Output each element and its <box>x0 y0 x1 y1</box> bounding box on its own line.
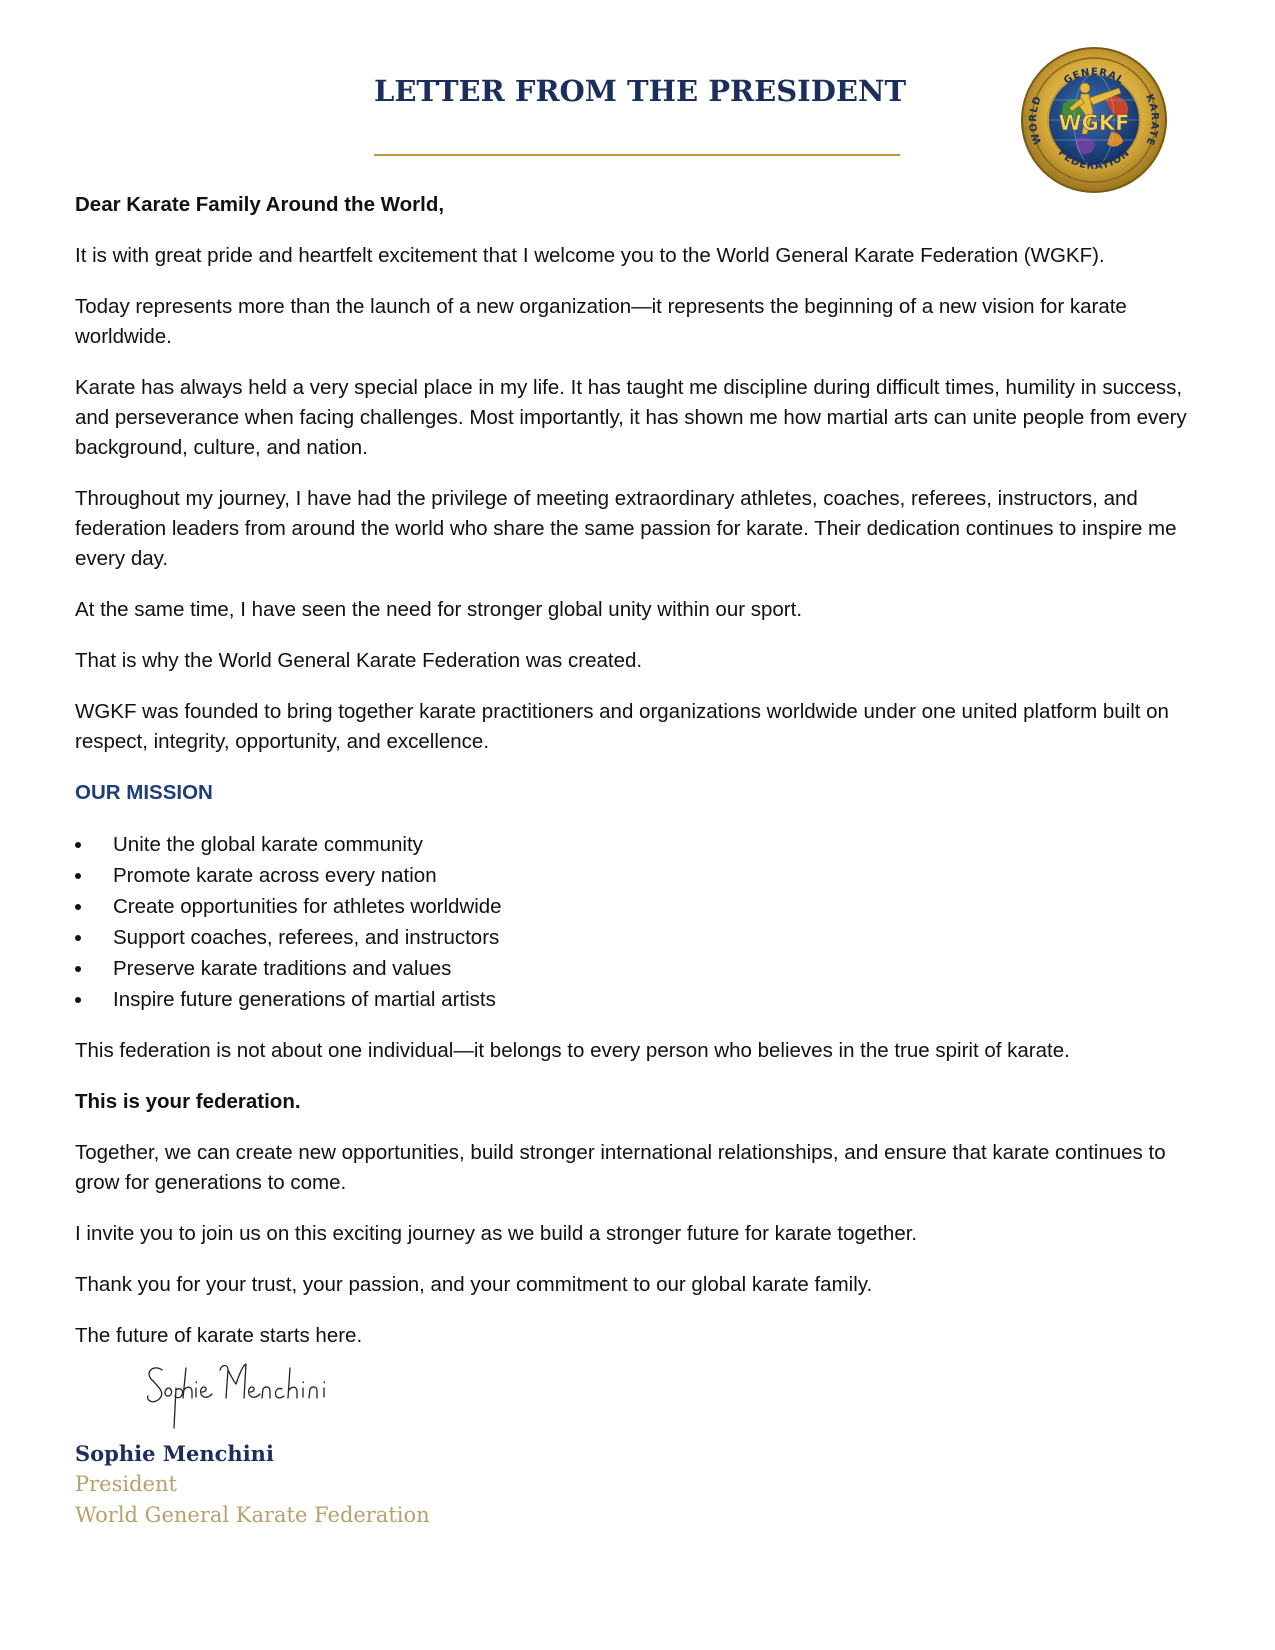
signer-title: President <box>75 1472 177 1496</box>
paragraph-your-federation: This is your federation. <box>75 1090 301 1113</box>
paragraph-journey: Throughout my journey, I have had the privilege of meeting extraordinary athletes, coaches, referees, instructors, and federation leaders from around the world who share the same passion for karate. Their dedication continues to inspire me every day. <box>75 487 1177 570</box>
paragraph-global-unity: At the same time, I have seen the need for stronger global unity within our sport. <box>75 598 803 621</box>
svg-text:GENERAL: GENERAL <box>1062 66 1126 87</box>
signer-organization: World General Karate Federation <box>75 1503 430 1527</box>
bullet-icon <box>75 873 81 879</box>
paragraph-vision: Today represents more than the launch of a new organization—it represents the beginning of a new vision for karate worldwide. <box>75 295 1127 348</box>
mission-item: Inspire future generations of martial artists <box>75 984 1210 1015</box>
paragraph-not-individual: This federation is not about one individual—it belongs to every person who believes in the true spirit of karate. <box>75 1039 1070 1062</box>
bullet-icon <box>75 935 81 941</box>
svg-text:KARATE: KARATE <box>1143 92 1161 148</box>
letter-body <box>75 190 1210 1372</box>
bullet-icon <box>75 842 81 848</box>
letter-greeting: Dear Karate Family Around the World, <box>75 193 445 216</box>
signer-name: Sophie Menchini <box>75 1441 274 1466</box>
bullet-icon <box>75 997 81 1003</box>
paragraph-future: The future of karate starts here. <box>75 1324 363 1347</box>
bullet-icon <box>75 966 81 972</box>
paragraph-together: Together, we can create new opportunities, build stronger international relationships, and ensure that karate continues to grow for generations to come. <box>75 1141 1166 1194</box>
signature-block <box>75 1438 430 1531</box>
mission-heading: OUR MISSION <box>75 781 213 804</box>
mission-item: Promote karate across every nation <box>75 860 1210 891</box>
mission-item: Support coaches, referees, and instructors <box>75 922 1210 953</box>
paragraph-karate-life: Karate has always held a very special place in my life. It has taught me discipline during difficult times, humility in success, and perseverance when facing challenges. Most importantly, it has shown me how martial arts can unite people from every background, culture, and nation. <box>75 376 1187 459</box>
paragraph-invite: I invite you to join us on this exciting journey as we build a stronger future for karate together. <box>75 1222 918 1245</box>
bullet-icon <box>75 904 81 910</box>
handwritten-signature <box>140 1352 340 1432</box>
mission-item: Preserve karate traditions and values <box>75 953 1210 984</box>
paragraph-founded: WGKF was founded to bring together karate practitioners and organizations worldwide under one united platform built on respect, integrity, opportunity, and excellence. <box>75 700 1169 753</box>
mission-list <box>75 829 1210 1015</box>
mission-item: Unite the global karate community <box>75 829 1210 860</box>
page-title: LETTER FROM THE PRESIDENT <box>373 74 907 108</box>
svg-text:WORLD: WORLD <box>1027 94 1045 146</box>
svg-text:FEDERATION: FEDERATION <box>1055 147 1133 173</box>
mission-item: Create opportunities for athletes worldwide <box>75 891 1210 922</box>
wgkf-seal-icon <box>1019 42 1169 198</box>
svg-text:WGKF: WGKF <box>1058 111 1130 135</box>
paragraph-why-created: That is why the World General Karate Federation was created. <box>75 649 643 672</box>
paragraph-thank-you: Thank you for your trust, your passion, and your commitment to our global karate family. <box>75 1273 873 1296</box>
paragraph-welcome: It is with great pride and heartfelt excitement that I welcome you to the World General Karate Federation (WGKF). <box>75 244 1105 267</box>
title-divider <box>374 154 900 156</box>
